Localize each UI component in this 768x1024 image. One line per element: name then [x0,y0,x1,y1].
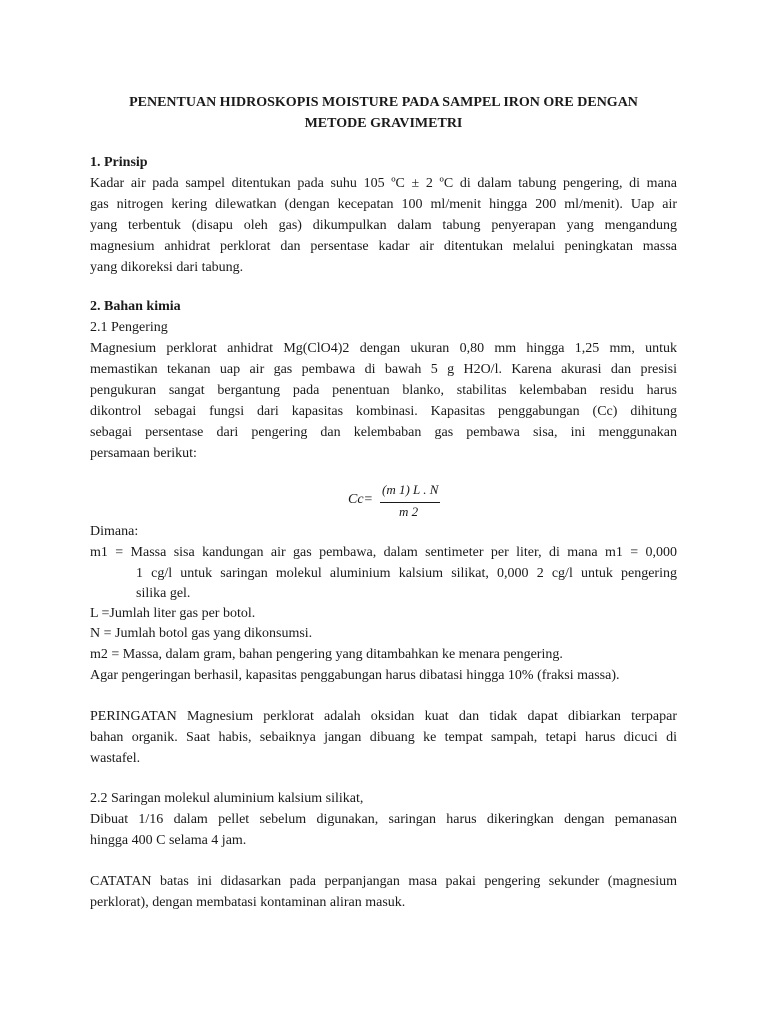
definition-line: m2 = Massa, dalam gram, bahan pengering yang ditambahkan ke menara pengering. [90,647,563,662]
paragraph-line: yang dikoreksi dari tabung. [90,260,244,275]
warning-line: PERINGATAN Magnesium perklorat adalah oksidan kuat dan tidak dapat dibiarkan terpapar [90,709,677,724]
paragraph-line: Magnesium perklorat anhidrat Mg(ClO4)2 dengan ukuran 0,80 mm hingga 1,25 mm, untuk [90,341,677,356]
section-1-heading: 1. Prinsip [90,155,148,170]
paragraph-line: yang terbentuk (disapu oleh gas) dikumpulkan dalam tabung penyerapan yang mengandung [90,218,677,233]
paragraph-line: hingga 400 C selama 4 jam. [90,833,247,848]
section-2-heading: 2. Bahan kimia [90,299,181,314]
formula-fraction-bar [380,502,440,503]
definition-line: m1 = Massa sisa kandungan air gas pembawa, dalam sentimeter per liter, di mana m1 = 0,000 [90,545,677,560]
formula-numerator: (m 1) L . N [382,482,439,497]
paragraph-line: magnesium anhidrat perklorat dan persentase kadar air ditentukan melalui peningkatan massa [90,239,677,254]
definition-line: 1 cg/l untuk saringan molekul aluminium kalsium silikat, 0,000 2 cg/l untuk pengering [136,566,677,581]
dimana-label: Dimana: [90,524,139,539]
paragraph-line: gas nitrogen kering dilewatkan (dengan kecepatan 100 ml/menit hingga 200 ml/menit). Uap air [90,197,677,212]
formula-lhs: Cc= [348,492,373,507]
note-line: CATATAN batas ini didasarkan pada perpanjangan masa pakai pengering sekunder (magnesium [90,874,677,889]
definition-line: L =Jumlah liter gas per botol. [90,606,256,621]
paragraph-line: pengukuran sangat bergantung pada penentuan blanko, stabilitas kelembaban residu harus [90,383,677,398]
subsection-2-2-heading: 2.2 Saringan molekul aluminium kalsium silikat, [90,791,364,806]
warning-line: wastafel. [90,751,141,766]
note-line: perklorat), dengan membatasi kontaminan aliran masuk. [90,895,406,910]
paragraph-line: sebagai persentase dari pengering dan kelembaban gas pembawa sisa, ini menggunakan [90,425,677,440]
paragraph-line: Dibuat 1/16 dalam pellet sebelum digunakan, saringan harus dikeringkan dengan pemanasan [90,812,677,827]
formula-denominator: m 2 [399,504,419,519]
subsection-2-1-heading: 2.1 Pengering [90,320,168,335]
document-title-line-1: PENENTUAN HIDROSKOPIS MOISTURE PADA SAMPEL IRON ORE DENGAN [129,95,638,110]
paragraph-line: Kadar air pada sampel ditentukan pada suhu 105 ºC ± 2 ºC di dalam tabung pengering, di mana [90,176,677,191]
document-title-line-2: METODE GRAVIMETRI [304,116,463,131]
definition-line: N = Jumlah botol gas yang dikonsumsi. [90,626,313,641]
paragraph-line: memastikan tekanan uap air gas pembawa di bawah 5 g H2O/l. Karena akurasi dan presisi [90,362,677,377]
definition-line: Agar pengeringan berhasil, kapasitas penggabungan harus dibatasi hingga 10% (fraksi massa). [90,668,620,683]
capacity-formula [340,482,450,522]
warning-line: bahan organik. Saat habis, sebaiknya jangan dibuang ke tempat sampah, tetapi harus dicuci di [90,730,677,745]
definition-line: silika gel. [136,586,191,601]
paragraph-line: dikontrol sebagai fungsi dari kapasitas kombinasi. Kapasitas penggabungan (Cc) dihitung [90,404,677,419]
paragraph-line: persamaan berikut: [90,446,197,461]
